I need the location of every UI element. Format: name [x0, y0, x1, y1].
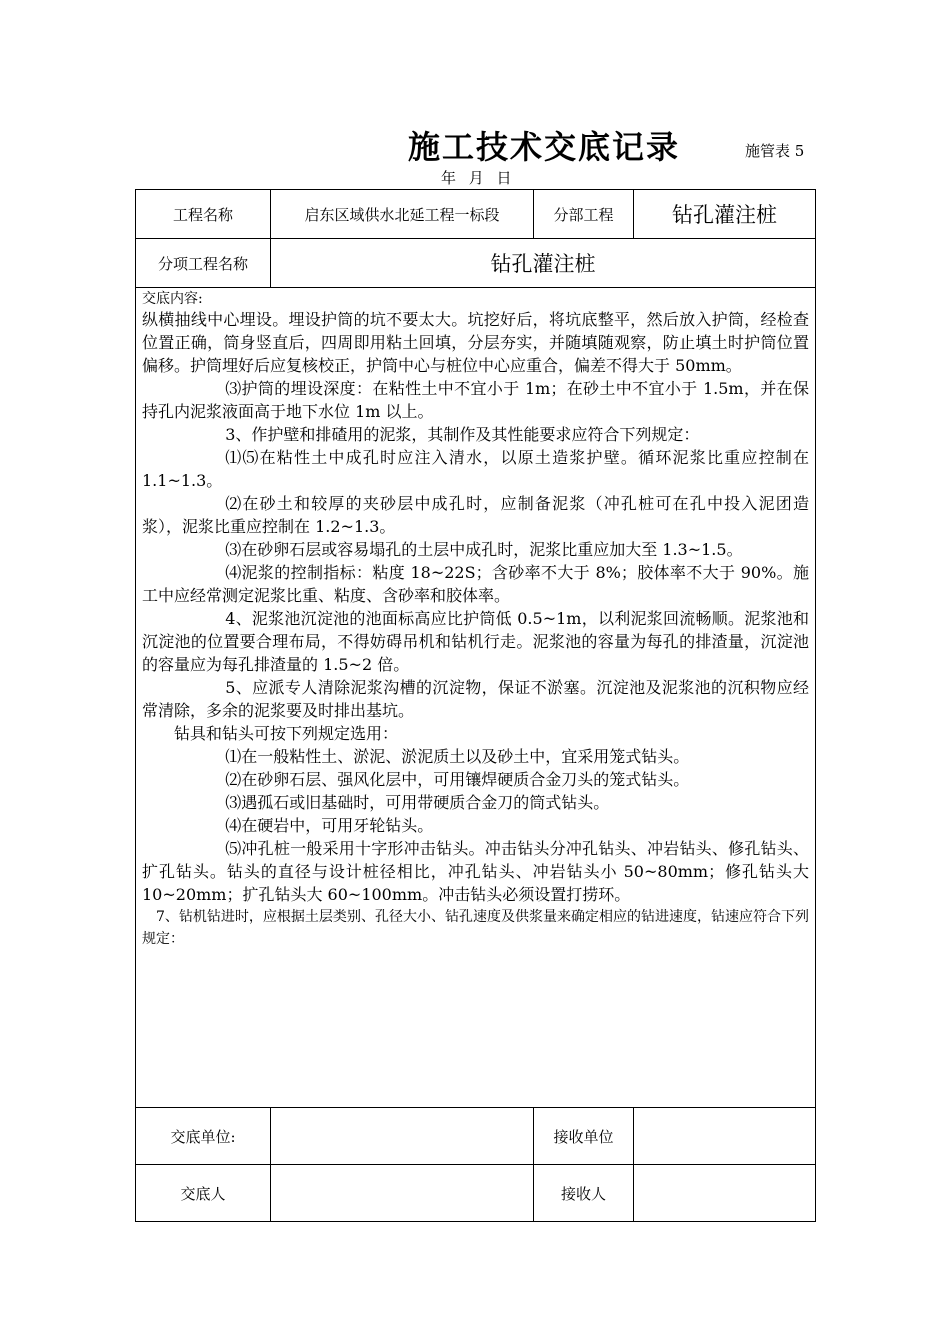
content-paragraph: ⑶在砂卵石层或容易塌孔的土层中成孔时，泥浆比重应加大至 1.3~1.5。 — [225, 540, 743, 559]
content-paragraph: ⑵在砂卵石层、强风化层中，可用镶焊硬质合金刀头的笼式钻头。 — [225, 770, 690, 789]
receive-unit-label: 接收单位 — [534, 1108, 634, 1165]
disclosure-content — [136, 288, 816, 1108]
receive-unit-field[interactable] — [634, 1108, 816, 1165]
disclose-unit-field[interactable] — [271, 1108, 534, 1165]
content-paragraph: ⑶遇孤石或旧基础时，可用带硬质合金刀的筒式钻头。 — [225, 793, 610, 812]
project-name-label: 工程名称 — [136, 190, 271, 239]
content-paragraph: 7、钻机钻进时，应根据土层类别、孔径大小、钻孔速度及供浆量来确定相应的钻进速度，钻速应符合下列规定： — [142, 909, 810, 947]
receiver-field[interactable] — [634, 1165, 816, 1222]
discloser-field[interactable] — [271, 1165, 534, 1222]
content-paragraph: 5、应派专人清除泥浆沟槽的沉淀物，保证不淤塞。沉淀池及泥浆池的沉积物应经常清除，多余的泥浆要及时排出基坑。 — [142, 678, 810, 720]
page-title: 施工技术交底记录 — [408, 128, 681, 166]
content-paragraph: ⑷泥浆的控制指标：粘度 18~22S；含砂率不大于 8%；胶体率不大于 90%。施工中应经常测定泥浆比重、粘度、含砂率和胶体率。 — [142, 563, 810, 605]
project-name-value: 启东区域供水北延工程一标段 — [271, 190, 534, 239]
receiver-label: 接收人 — [534, 1165, 634, 1222]
subitem-value: 钻孔灌注桩 — [271, 239, 816, 288]
subitem-label: 分项工程名称 — [136, 239, 271, 288]
project-row — [136, 190, 816, 239]
disclosure-form-table — [135, 189, 816, 1222]
content-paragraph: 4、泥浆池沉淀池的池面标高应比护筒低 0.5~1m，以利泥浆回流畅顺。泥浆池和沉淀池的位置要合理布局，不得妨碍吊机和钻机行走。泥浆池的容量为每孔的排渣量，沉淀池的容量应为每孔排渣量的 1.5~2 倍。 — [142, 609, 810, 674]
content-paragraph: ⑷在硬岩中，可用牙轮钻头。 — [225, 816, 434, 835]
form-code: 施管表 5 — [745, 142, 805, 160]
content-paragraph: 3、作护壁和排碴用的泥浆，其制作及其性能要求应符合下列规定： — [225, 425, 700, 444]
unit-row — [136, 1108, 816, 1165]
person-row — [136, 1165, 816, 1222]
division-label: 分部工程 — [534, 190, 634, 239]
division-value: 钻孔灌注桩 — [634, 190, 816, 239]
content-paragraph: 纵横抽线中心埋设。埋设护筒的坑不要太大。坑挖好后，将坑底整平，然后放入护筒，经检查位置正确，筒身竖直后，四周即用粘土回填，分层夯实，并随填随观察，防止填土时护筒位置偏移。护筒埋好后应复核校正，护筒中心与桩位中心应重合，偏差不得大于 50mm。 — [142, 310, 810, 375]
content-paragraph: 钻具和钻头可按下列规定选用： — [174, 724, 399, 743]
content-paragraph: ⑸冲孔桩一般采用十字形冲击钻头。冲击钻头分冲孔钻头、冲岩钻头、修孔钻头、扩孔钻头。钻头的直径与设计桩径相比，冲孔钻头、冲岩钻头小 50~80mm；修孔钻头大 10~20mm；扩孔钻头大 60~100mm。冲击钻头必须设置打捞环。 — [142, 839, 810, 904]
content-row — [136, 288, 816, 1108]
content-paragraph: ⑵在砂土和较厚的夹砂层中成孔时，应制备泥浆（冲孔桩可在孔中投入泥团造浆），泥浆比重应控制在 1.2~1.3。 — [142, 494, 810, 536]
content-paragraph: ⑶护筒的埋设深度：在粘性土中不宜小于 1m；在砂土中不宜小于 1.5m，并在保持孔内泥浆液面高于地下水位 1m 以上。 — [142, 379, 810, 421]
content-paragraph: ⑴⑸在粘性土中成孔时应注入清水，以原土造浆护壁。循环泥浆比重应控制在 1.1~1.3。 — [142, 448, 810, 490]
content-paragraph: ⑴在一般粘性土、淤泥、淤泥质土以及砂土中，宜采用笼式钻头。 — [225, 747, 690, 766]
content-heading: 交底内容: — [142, 291, 203, 307]
date-line: 年 月 日 — [441, 169, 512, 187]
subitem-row — [136, 239, 816, 288]
disclose-unit-label: 交底单位: — [136, 1108, 271, 1165]
discloser-label: 交底人 — [136, 1165, 271, 1222]
